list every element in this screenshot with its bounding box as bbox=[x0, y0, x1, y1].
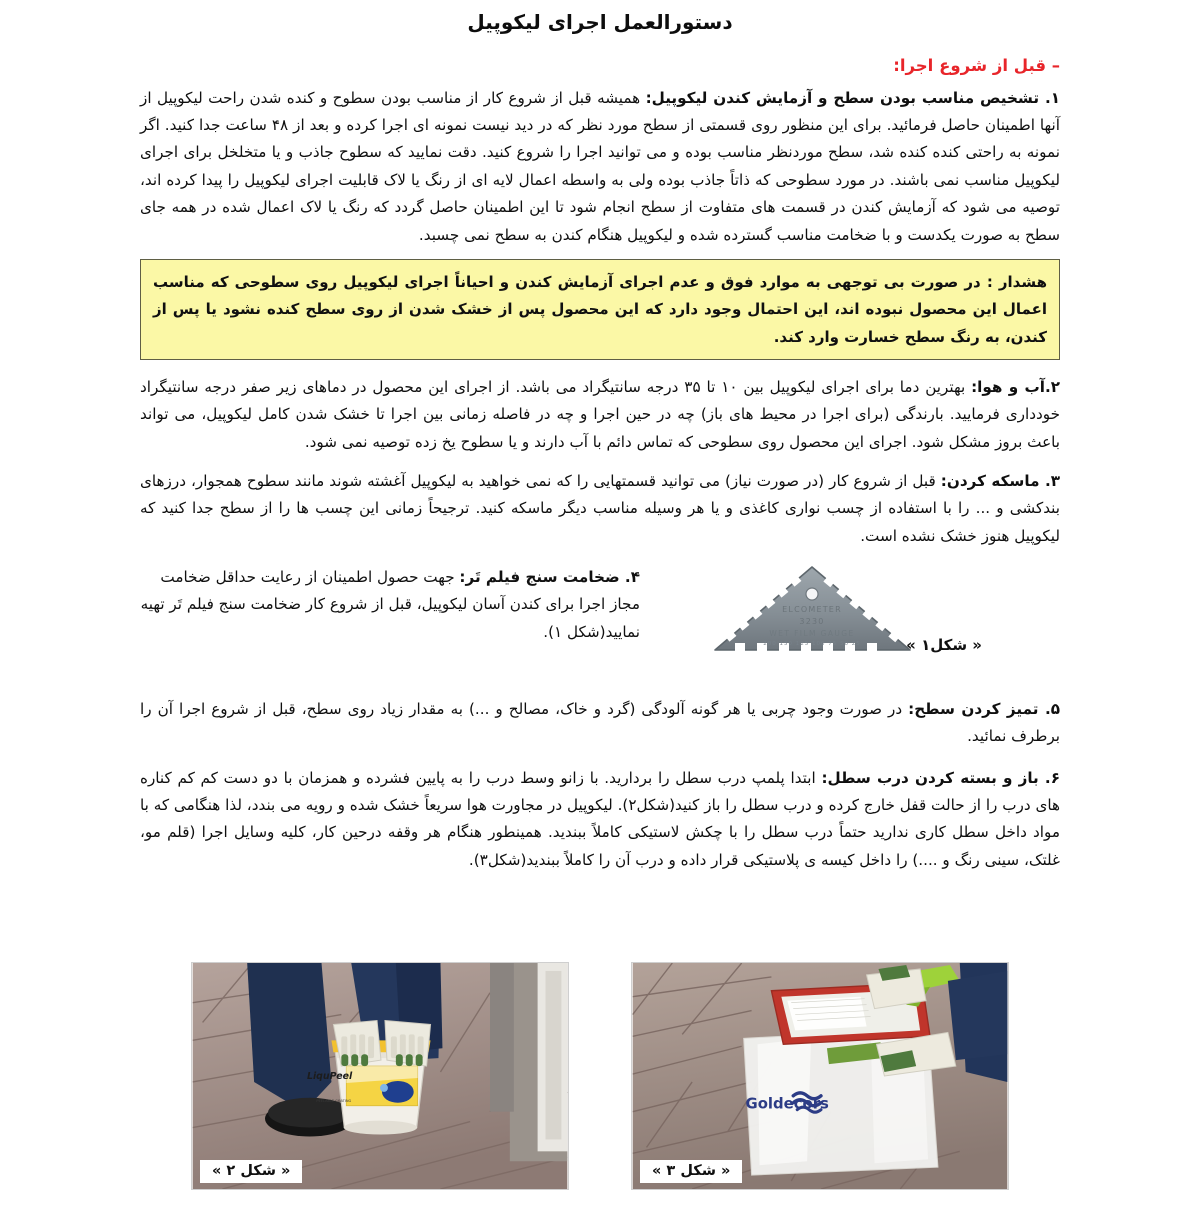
paragraph-item-3 bbox=[140, 468, 1060, 550]
figures-row bbox=[0, 962, 1200, 1190]
paragraph-item-4 bbox=[140, 564, 640, 646]
item-5-body: در صورت وجود چربی یا هر گونه آلودگی (گرد و خاک، مصالح و ...) به مقدار زیاد روی سطح، قبل از شروع اجرا آن را برطرف نمائید. bbox=[140, 699, 1060, 746]
item-2-body: بهترین دما برای اجرای لیکوپیل بین ۱۰ تا ۳۵ درجه سانتیگراد می باشد. از اجرای این محصول در دماهای زیر صفر درجه سانتیگراد خودداری فرمایید. بارندگی (برای اجرا در محیط های باز) چه در حین اجرا و چه در فاصله زمانی بین اجرا تا خشک شدن کامل لیکوپیل، می تواند باعث بروز مشکل شود. اجرای این محصول روی سطوحی که تماس دائم با آب دارند و یا سطوح یخ زده توصیه نمی شود. bbox=[140, 377, 1060, 451]
warning-box bbox=[140, 259, 1060, 360]
document-body bbox=[140, 54, 1060, 882]
item-1-body: همیشه قبل از شروع کار از مناسب بودن سطوح و کنده شدن راحت لیکوپیل از آنها اطمینان حاصل فرمائید. برای این منظور روی قسمتی از سطح مورد نظر که در دید نیست نمونه ای اجرا کرده و بعد از ۴۸ ساعت جدا کنید. اگر نمونه به راحتی کنده کنده شد، سطح موردنظر مناسب بوده و می توانید اجرا را شروع کنید. دقت نمایید که سطوح جاذب و یا متخلخل برای اجرای لیکوپیل مناسب نمی باشند. در مورد سطوحی که ذاتاً جاذب بوده ولی به واسطه اعمال لایه ای از رنگ یا لاک قابلیت اجرای لیکوپیل را پیدا کرده اند، توصیه می شود که آزمایش کندن در قسمت های متفاوت از سطح انجام شود تا این اطمینان حاصل گردد که رنگ یا لاک اعمال شده در همه جای سطح به صورت یکدست و با ضخامت مناسب گسترده شده و لیکوپیل هنگام کندن به سطح نمی چسبد. bbox=[140, 88, 1060, 244]
figure-3-caption: « شکل ۳ » bbox=[640, 1160, 742, 1183]
figure-1-caption: « شکل۱ » bbox=[906, 635, 982, 654]
figure-2-photo bbox=[191, 962, 569, 1190]
wet-film-gauge-image bbox=[705, 562, 920, 658]
svg-text:WET FILM GAUGE: WET FILM GAUGE bbox=[769, 628, 855, 638]
warning-body: در صورت بی توجهی به موارد فوق و عدم اجرای آزمایش کندن و احیاناً اجرای لیکوپیل روی سطوحی که مناسب اعمال این محصول نبوده اند، این احتمال وجود دارد که این محصول پس از خشک شدن از روی سطح کنده نشود یا پس از کندن، به رنگ سطح خسارت وارد کند. bbox=[153, 272, 1047, 346]
figure-1-row bbox=[140, 562, 1060, 654]
item-5-lead: ۵. تمیز کردن سطح: bbox=[908, 699, 1060, 718]
paragraph-item-1 bbox=[140, 85, 1060, 249]
item-3-lead: ۳. ماسکه کردن: bbox=[940, 471, 1060, 490]
bag-brand-text: Goldecors bbox=[745, 1094, 829, 1113]
paragraph-item-5 bbox=[140, 696, 1060, 751]
warning-label: هشدار : bbox=[986, 272, 1048, 291]
figure-3-photo bbox=[631, 962, 1009, 1190]
svg-text:25 50 75 100 125 150 200: 25 50 75 100 125 150 200 bbox=[763, 640, 861, 647]
paragraph-item-2 bbox=[140, 374, 1060, 456]
item-4-body: جهت حصول اطمینان از رعایت حداقل ضخامت مجاز اجرا برای کندن آسان لیکوپیل، قبل از شروع کار ضخامت سنج فیلم تَر تهیه نمایید(شکل ۱). bbox=[140, 567, 640, 641]
warning-text bbox=[153, 269, 1047, 351]
item-4-lead: ۴. ضخامت سنج فیلم تَر: bbox=[459, 567, 640, 586]
item-6-body: ابتدا پلمپ درب سطل را بردارید. با زانو وسط درب را به پایین فشرده و همزمان با دو دست کم کم کناره های درب را از حالت قفل خارج کرده و درب سطل را باز کنید(شکل۲). لیکوپیل در مجاورت هوا سریعاً خشک شده و رویه می بندد، لذا هنگامی که با مواد داخل سطل کاری ندارید حتماً درب سطل را با چکش لاستیکی کاملاً ببندید. همینطور هنگام هر وقفه درحین کار، کلیه وسایل اجرا (قلم مو، غلتک، سینی رنگ و ....) را داخل کیسه ی پلاستیکی قرار داده و درب آن را کاملاً ببندید(شکل۳). bbox=[140, 768, 1060, 869]
item-2-lead: ۲.آب و هوا: bbox=[971, 377, 1061, 396]
figure-2-caption: « شکل ۲ » bbox=[200, 1160, 302, 1183]
svg-text:3230: 3230 bbox=[799, 616, 825, 626]
paragraph-item-6 bbox=[140, 765, 1060, 874]
bucket-brand-text: LiquPeel bbox=[306, 1070, 353, 1082]
svg-text:PEELABLE COATING: PEELABLE COATING bbox=[316, 1098, 352, 1103]
document-page bbox=[0, 10, 1200, 1210]
item-6-lead: ۶. باز و بسته کردن درب سطل: bbox=[821, 768, 1060, 787]
section-heading-pre-execution: – قبل از شروع اجرا: bbox=[893, 56, 1060, 75]
figure-1-text-column bbox=[140, 562, 640, 646]
figure-1-media-column bbox=[640, 562, 1040, 654]
page-title: دستورالعمل اجرای لیکوپیل bbox=[467, 10, 733, 34]
svg-text:ELCOMETER: ELCOMETER bbox=[782, 604, 842, 614]
item-1-lead: ۱. تشخیص مناسب بودن سطح و آزمایش کندن لیکوپیل: bbox=[645, 88, 1060, 107]
item-3-body: قبل از شروع کار (در صورت نیاز) می توانید قسمتهایی را که نمی خواهید به لیکوپیل آغشته شوند مانند سطوح همجوار، درزهای بندکشی و ... را با استفاده از چسب نواری کاغذی و یا هر وسیله مناسب دیگر ماسکه کنید. ترجیحاً زمانی این چسب ها را از سطح جدا کنید که لیکوپیل هنوز خشک نشده است. bbox=[140, 471, 1060, 545]
